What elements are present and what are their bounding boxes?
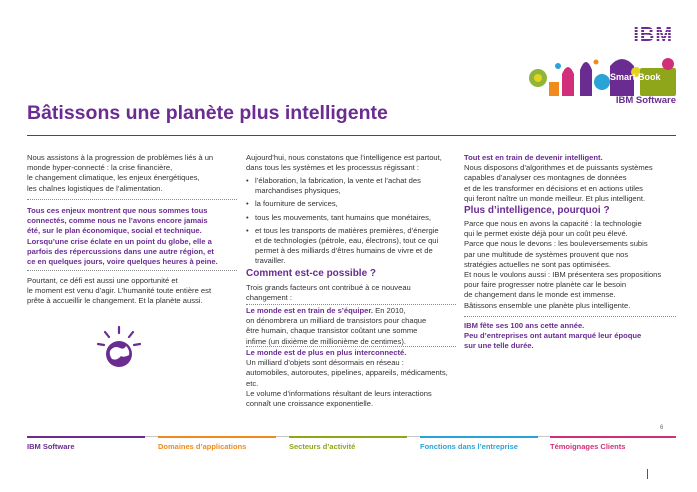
brand-line: IBM Software [615,95,676,106]
col3-callout: IBM fête ses 100 ans cette année. Peu d’entreprises ont autant marqué leur époque sur une telle durée. [464,321,642,351]
col2-factor-1: Le monde est en train de s’équiper. En 2010, on dénombrera un milliard de transistors pour chaque être humain, chaque transistor coûtant une somme infime (un dixième de millionième de centimes). [246,306,427,346]
footer-nav-fonctions[interactable]: Fonctions dans l’entreprise [420,441,538,451]
divider [246,346,456,347]
footer-nav-ibm-software[interactable]: IBM Software [27,441,145,451]
footer-nav-temoignages[interactable]: Témoignages Clients [550,441,676,451]
col2-intro: Aujourd’hui, nous constatons que l’intelligence est partout, dans tous les systèmes et les processus régissant : [246,153,442,173]
banner-text: Smart Book [610,72,661,82]
divider [246,304,456,305]
smarter-planet-icon [96,325,142,369]
col1-closing: Pourtant, ce défi est aussi une opportunité et le moment est venu d’agir. L’humanité toute entière est prête à accueillir le changement. Et la planète aussi. [27,276,212,306]
footer-nav-domaines[interactable]: Domaines d’applications [158,441,276,451]
col3-body: Parce que nous en avons la capacité : la technologie qui le permet existe déjà pour un coût peu élevé. Parce que nous le devons : les bouleversements subis par une multitude de systèmes prouvent que nos stratégies actuelles ne sont pas optimisées. Et nous le voulons aussi : IBM présentera ses propositions pour faire progresser notre planète car le besoin de changement dans le monde est immense. Bâtissons ensemble une planète plus intelligente. [464,219,662,310]
col1-highlight: Tous ces enjeux montrent que nous sommes tous connectés, comme nous ne l’avons encore jamais été, sur le plan économique, social et technique. Lorsqu’une crise éclate en un point du globe, elle a parfois des répercussions dans une autre région, et ce en quelques jours, voire quelques heures à peine. [27,206,218,267]
nav-underline [158,436,276,438]
section-heading-comment: Comment est-ce possible ? [246,268,377,279]
divider [464,316,676,317]
list-item: • et tous les transports de matières premières, d’énergie et de technologies (pétrole, eau, électrons), tout ce qui permet à des milliards d’êtres humains de vivre et de travailler. [246,226,456,267]
col2-bullets [246,176,456,270]
nav-underline [27,436,145,438]
col2-factor-2: Le monde est de plus en plus interconnecté. Un milliard d’objets sont désormais en réseau : automobiles, autoroutes, pipelines, appareils, médicaments, etc. Le volume d’informations résultant de leurs interactions connaît une croissance exponentielle. [246,348,448,409]
list-item: • la fourniture de services, [246,199,456,209]
col1-intro: Nous assistons à la progression de problèmes liés à un monde hyper-connecté : la crise financière, le changement climatique, les enjeux énergétiques, les chaînes logistiques de l’alimentation. [27,153,214,193]
page-number: 6 [660,425,664,431]
col2-factors-intro: Trois grands facteurs ont contribué à ce nouveau changement : [246,283,411,303]
nav-underline [289,436,407,438]
divider [27,199,237,200]
section-heading-pourquoi: Plus d’intelligence, pourquoi ? [464,205,610,216]
text-cursor [647,469,648,479]
title-divider [27,135,676,136]
ibm-logo: IBM [621,24,673,46]
col3-factor-3: Tout est en train de devenir intelligent. Nous disposons d’algorithmes et de puissants systèmes capables d’analyser ces montagnes de données et de les transformer en décisions et en actions utiles qui feront naître un monde meilleur. Et plus intelligent. [464,153,653,203]
list-item: • tous les mouvements, tant humains que monétaires, [246,213,456,223]
page-title: Bâtissons une planète plus intelligente [27,102,388,124]
nav-underline [550,436,676,438]
divider [27,270,237,271]
nav-underline [420,436,538,438]
list-item: • l’élaboration, la fabrication, la vente et l’achat des marchandises physiques, [246,176,456,196]
footer-nav-secteurs[interactable]: Secteurs d’activité [289,441,407,451]
